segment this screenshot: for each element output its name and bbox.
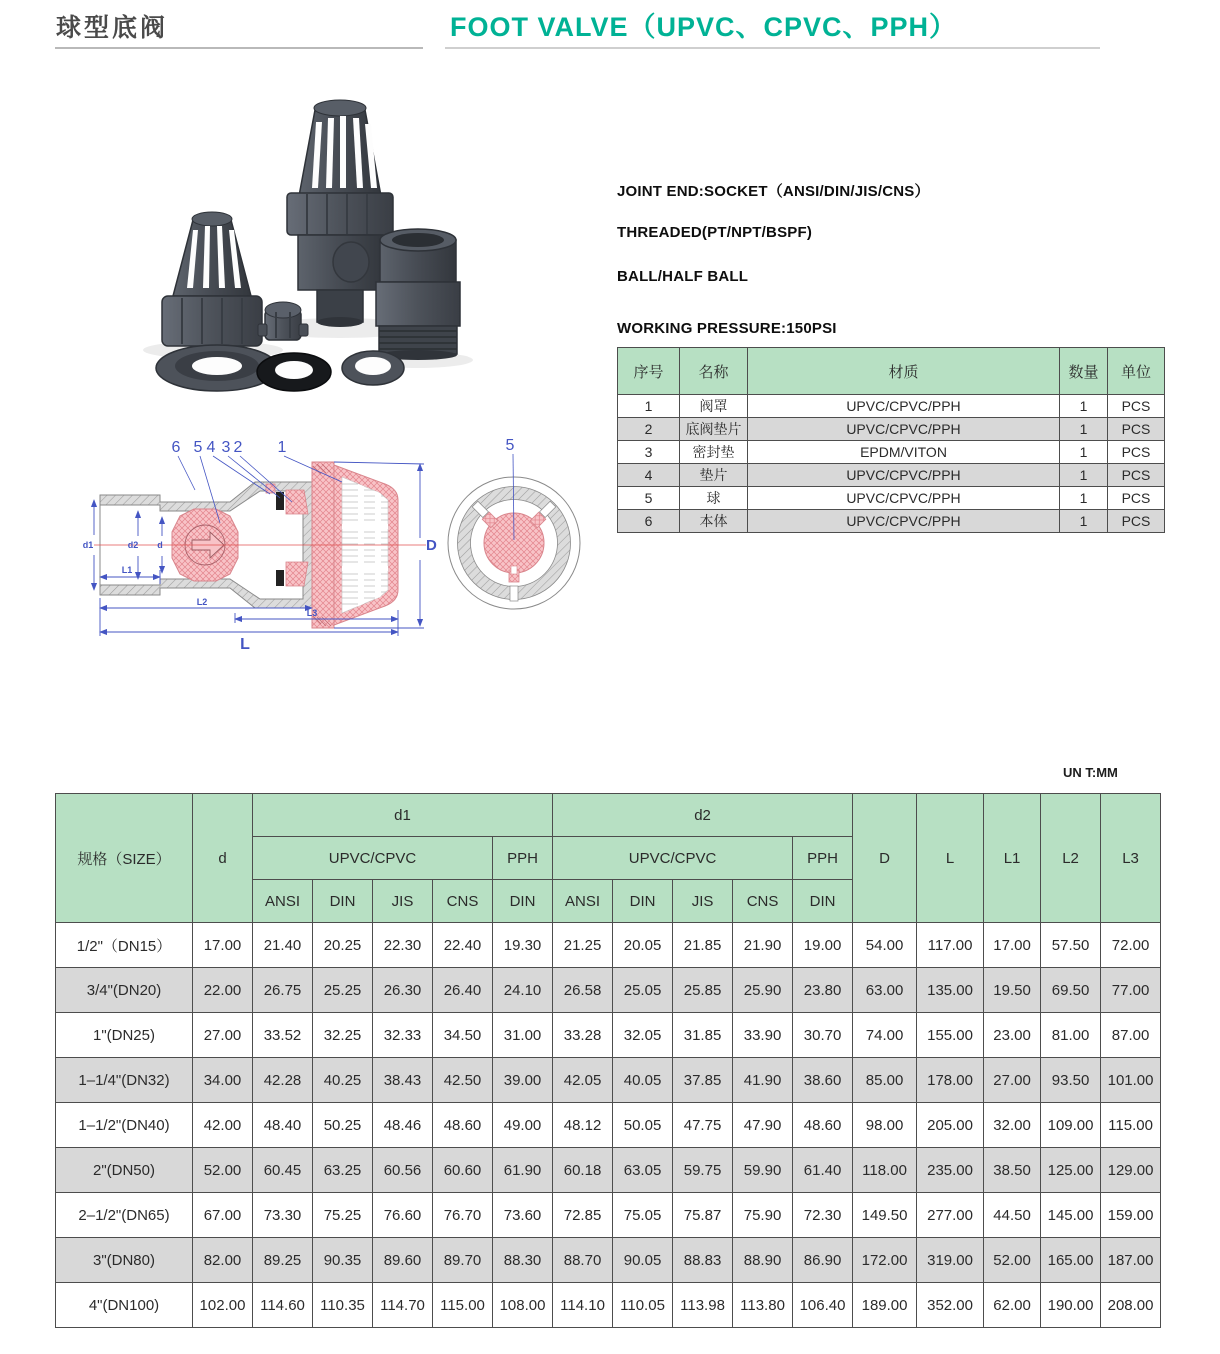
cell: 20.25	[313, 923, 373, 968]
header-L: L	[917, 794, 984, 923]
cell: 63.00	[853, 968, 917, 1013]
cell: 垫片	[680, 464, 748, 487]
threaded-adapter	[376, 229, 460, 360]
cell: 1–1/4"(DN32)	[56, 1058, 193, 1103]
parts-table-row	[618, 487, 1165, 510]
cell: 37.85	[673, 1058, 733, 1103]
cell: 3	[618, 441, 680, 464]
cell: 98.00	[853, 1103, 917, 1148]
cell: PCS	[1108, 487, 1165, 510]
cell: 115.00	[433, 1283, 493, 1328]
cell: 319.00	[917, 1238, 984, 1283]
cell: 62.00	[984, 1283, 1041, 1328]
cell: 113.80	[733, 1283, 793, 1328]
cell: 76.70	[433, 1193, 493, 1238]
cell: 50.25	[313, 1103, 373, 1148]
cell: 76.60	[373, 1193, 433, 1238]
cell: UPVC/CPVC/PPH	[748, 487, 1060, 510]
cell: 59.90	[733, 1148, 793, 1193]
cell: 44.50	[984, 1193, 1041, 1238]
end-view	[448, 437, 580, 609]
cell: 102.00	[193, 1283, 253, 1328]
header-d1-ansi: ANSI	[253, 880, 313, 923]
header-d2: d2	[553, 794, 853, 837]
dim-label-L2: L2	[196, 597, 208, 607]
cell: 22.30	[373, 923, 433, 968]
cell: PCS	[1108, 441, 1165, 464]
cell: 31.00	[493, 1013, 553, 1058]
cell: 125.00	[1041, 1148, 1101, 1193]
cell: 17.00	[193, 923, 253, 968]
cell: 57.50	[1041, 923, 1101, 968]
col-unit: 单位	[1108, 348, 1165, 395]
cell: 47.90	[733, 1103, 793, 1148]
parts-table-row	[618, 464, 1165, 487]
cell: 208.00	[1101, 1283, 1161, 1328]
cell: 1	[1060, 418, 1108, 441]
cell: 19.00	[793, 923, 853, 968]
dimension-table-row	[56, 1193, 1161, 1238]
end-view-callout-5: 5	[505, 437, 515, 454]
cell: 75.87	[673, 1193, 733, 1238]
cell: PCS	[1108, 464, 1165, 487]
cell: 1	[1060, 395, 1108, 418]
cell: 2	[618, 418, 680, 441]
spec-joint-end: JOINT END:SOCKET（ANSI/DIN/JIS/CNS）	[617, 183, 930, 200]
cell: 165.00	[1041, 1238, 1101, 1283]
col-qty: 数量	[1060, 348, 1108, 395]
cell: 34.00	[193, 1058, 253, 1103]
cell: 89.70	[433, 1238, 493, 1283]
parts-table-body	[618, 395, 1165, 533]
cell: 阀罩	[680, 395, 748, 418]
cell: 32.33	[373, 1013, 433, 1058]
cell: 117.00	[917, 923, 984, 968]
header-d1-din: DIN	[313, 880, 373, 923]
unit-note: UN T:MM	[1063, 765, 1118, 780]
cell: 3"(DN80)	[56, 1238, 193, 1283]
cell: 87.00	[1101, 1013, 1161, 1058]
cell: 48.60	[433, 1103, 493, 1148]
cell: 110.05	[613, 1283, 673, 1328]
spec-pressure: WORKING PRESSURE:150PSI	[617, 320, 837, 337]
cell: 42.50	[433, 1058, 493, 1103]
cell: 42.00	[193, 1103, 253, 1148]
dimension-table-row	[56, 968, 1161, 1013]
cell: 48.40	[253, 1103, 313, 1148]
cell: 26.40	[433, 968, 493, 1013]
cell: 26.75	[253, 968, 313, 1013]
cell: 85.00	[853, 1058, 917, 1103]
cell: 50.05	[613, 1103, 673, 1148]
cell: 114.60	[253, 1283, 313, 1328]
cell: 61.40	[793, 1148, 853, 1193]
cell: 189.00	[853, 1283, 917, 1328]
cell: 48.46	[373, 1103, 433, 1148]
cell: 20.05	[613, 923, 673, 968]
header-size: 规格（SIZE）	[56, 794, 193, 923]
cell: 底阀垫片	[680, 418, 748, 441]
cell: PCS	[1108, 395, 1165, 418]
cell: 235.00	[917, 1148, 984, 1193]
cell: 30.70	[793, 1013, 853, 1058]
title-underline-right	[445, 47, 1100, 49]
cell: 2–1/2"(DN65)	[56, 1193, 193, 1238]
cell: 72.00	[1101, 923, 1161, 968]
header-d: d	[193, 794, 253, 923]
seat-seals	[266, 484, 308, 586]
cell: 5	[618, 487, 680, 510]
cell: 22.00	[193, 968, 253, 1013]
product-photo-illustration	[95, 78, 585, 413]
spec-lines	[617, 180, 930, 364]
cell: 26.58	[553, 968, 613, 1013]
callout-4: 4	[206, 439, 216, 456]
header-d1-jis: JIS	[373, 880, 433, 923]
cell: 31.85	[673, 1013, 733, 1058]
cell: EPDM/VITON	[748, 441, 1060, 464]
col-material: 材质	[748, 348, 1060, 395]
cell: 60.18	[553, 1148, 613, 1193]
cell: 49.00	[493, 1103, 553, 1148]
cell: 19.30	[493, 923, 553, 968]
cell: 19.50	[984, 968, 1041, 1013]
dimension-table-row	[56, 1238, 1161, 1283]
header-d2-ansi: ANSI	[553, 880, 613, 923]
gasket-rubber-black	[257, 353, 331, 391]
dimension-table-row	[56, 923, 1161, 968]
cell: 72.85	[553, 1193, 613, 1238]
cell: 63.25	[313, 1148, 373, 1193]
cell: UPVC/CPVC/PPH	[748, 510, 1060, 533]
cell: UPVC/CPVC/PPH	[748, 464, 1060, 487]
dimension-table-header	[56, 794, 1161, 923]
cell: 190.00	[1041, 1283, 1101, 1328]
callout-5: 5	[193, 439, 203, 456]
cell: 63.05	[613, 1148, 673, 1193]
callout-2: 2	[233, 439, 243, 456]
cell: 101.00	[1101, 1058, 1161, 1103]
header-L2: L2	[1041, 794, 1101, 923]
header-d1-pph-din: DIN	[493, 880, 553, 923]
cell: 42.05	[553, 1058, 613, 1103]
cell: 81.00	[1041, 1013, 1101, 1058]
cell: 54.00	[853, 923, 917, 968]
cell: 密封垫	[680, 441, 748, 464]
cell: 1–1/2"(DN40)	[56, 1103, 193, 1148]
header-d2-upvc-cpvc: UPVC/CPVC	[553, 837, 793, 880]
header-d2-cns: CNS	[733, 880, 793, 923]
cell: 球	[680, 487, 748, 510]
cell: 118.00	[853, 1148, 917, 1193]
cell: 155.00	[917, 1013, 984, 1058]
cell: 90.05	[613, 1238, 673, 1283]
cell: 42.28	[253, 1058, 313, 1103]
header-d1-upvc-cpvc: UPVC/CPVC	[253, 837, 493, 880]
parts-table-row	[618, 418, 1165, 441]
dim-label-L3: L3	[306, 608, 318, 618]
cell: 89.60	[373, 1238, 433, 1283]
cell: 74.00	[853, 1013, 917, 1058]
cell: 23.00	[984, 1013, 1041, 1058]
cell: 22.40	[433, 923, 493, 968]
cell: 77.00	[1101, 968, 1161, 1013]
dim-label-D: D	[426, 537, 437, 554]
page-title-english: FOOT VALVE（UPVC、CPVC、PPH）	[450, 12, 958, 42]
cell: 149.50	[853, 1193, 917, 1238]
dim-label-L1: L1	[121, 565, 133, 575]
title-underline-left	[55, 47, 423, 49]
spec-ball: BALL/HALF BALL	[617, 268, 749, 285]
header-d2-pph-din: DIN	[793, 880, 853, 923]
cell: 145.00	[1041, 1193, 1101, 1238]
parts-table	[617, 347, 1165, 533]
cell: 4"(DN100)	[56, 1283, 193, 1328]
cell: 25.25	[313, 968, 373, 1013]
callout-1: 1	[277, 439, 287, 456]
cell: 88.90	[733, 1238, 793, 1283]
cell: 115.00	[1101, 1103, 1161, 1148]
cell: 205.00	[917, 1103, 984, 1148]
cell: 108.00	[493, 1283, 553, 1328]
parts-table-row	[618, 510, 1165, 533]
header-d2-jis: JIS	[673, 880, 733, 923]
header-L1: L1	[984, 794, 1041, 923]
cell: 60.45	[253, 1148, 313, 1193]
parts-table-row	[618, 441, 1165, 464]
cell: 2"(DN50)	[56, 1148, 193, 1193]
cell: 106.40	[793, 1283, 853, 1328]
cell: 38.50	[984, 1148, 1041, 1193]
header-D: D	[853, 794, 917, 923]
cell: 38.43	[373, 1058, 433, 1103]
cell: 93.50	[1041, 1058, 1101, 1103]
cell: 110.35	[313, 1283, 373, 1328]
cell: 88.83	[673, 1238, 733, 1283]
cell: PCS	[1108, 418, 1165, 441]
dim-table-body	[56, 923, 1161, 1328]
cell: 26.30	[373, 968, 433, 1013]
dimension-table-row	[56, 1013, 1161, 1058]
cell: 67.00	[193, 1193, 253, 1238]
cell: 21.25	[553, 923, 613, 968]
cell: 1"(DN25)	[56, 1013, 193, 1058]
cell: 88.30	[493, 1238, 553, 1283]
cell: 24.10	[493, 968, 553, 1013]
page-title-chinese: 球型底阀	[56, 14, 169, 42]
cell: 352.00	[917, 1283, 984, 1328]
cell: UPVC/CPVC/PPH	[748, 418, 1060, 441]
header-d1-pph: PPH	[493, 837, 553, 880]
cell: 6	[618, 510, 680, 533]
cell: 27.00	[193, 1013, 253, 1058]
cell: 86.90	[793, 1238, 853, 1283]
parts-table-row	[618, 395, 1165, 418]
cell: 39.00	[493, 1058, 553, 1103]
cell: 47.75	[673, 1103, 733, 1148]
dim-label-d1: d1	[82, 540, 94, 550]
parts-table-header-row	[618, 348, 1165, 395]
cell: 1	[1060, 441, 1108, 464]
cell: 109.00	[1041, 1103, 1101, 1148]
technical-drawing	[80, 420, 600, 655]
cell: 88.70	[553, 1238, 613, 1283]
cell: 25.90	[733, 968, 793, 1013]
col-name: 名称	[680, 348, 748, 395]
cell: 21.85	[673, 923, 733, 968]
cell: 69.50	[1041, 968, 1101, 1013]
dim-label-d2: d2	[127, 540, 139, 550]
cell: 41.90	[733, 1058, 793, 1103]
small-cap	[258, 302, 308, 340]
col-no: 序号	[618, 348, 680, 395]
cell: 72.30	[793, 1193, 853, 1238]
cell: 21.90	[733, 923, 793, 968]
cell: 34.50	[433, 1013, 493, 1058]
cell: 40.05	[613, 1058, 673, 1103]
cell: 89.25	[253, 1238, 313, 1283]
cell: 135.00	[917, 968, 984, 1013]
cell: 52.00	[984, 1238, 1041, 1283]
callout-6: 6	[171, 439, 181, 456]
cell: 60.56	[373, 1148, 433, 1193]
dimension-table-row	[56, 1058, 1161, 1103]
cell: 本体	[680, 510, 748, 533]
cell: 27.00	[984, 1058, 1041, 1103]
cell: 1	[618, 395, 680, 418]
header-d2-pph: PPH	[793, 837, 853, 880]
cell: 90.35	[313, 1238, 373, 1283]
cell: 61.90	[493, 1148, 553, 1193]
dim-label-d: d	[157, 540, 163, 550]
spec-threaded: THREADED(PT/NPT/BSPF)	[617, 224, 813, 241]
cell: 277.00	[917, 1193, 984, 1238]
header-L3: L3	[1101, 794, 1161, 923]
cell: 48.60	[793, 1103, 853, 1148]
cell: 1	[1060, 510, 1108, 533]
dim-label-L: L	[240, 636, 250, 653]
cell: 23.80	[793, 968, 853, 1013]
cell: 25.05	[613, 968, 673, 1013]
callout-numbers	[172, 439, 287, 456]
cell: 159.00	[1101, 1193, 1161, 1238]
cell: 114.70	[373, 1283, 433, 1328]
header-d2-din: DIN	[613, 880, 673, 923]
cell: 75.90	[733, 1193, 793, 1238]
cell: 60.60	[433, 1148, 493, 1193]
dimension-table-row	[56, 1283, 1161, 1328]
cell: 1	[1060, 464, 1108, 487]
cell: 17.00	[984, 923, 1041, 968]
cell: 187.00	[1101, 1238, 1161, 1283]
cell: 52.00	[193, 1148, 253, 1193]
cell: 178.00	[917, 1058, 984, 1103]
dimension-table-row	[56, 1103, 1161, 1148]
cell: 48.12	[553, 1103, 613, 1148]
cell: 33.52	[253, 1013, 313, 1058]
cell: 33.90	[733, 1013, 793, 1058]
cell: 32.05	[613, 1013, 673, 1058]
cell: 21.40	[253, 923, 313, 968]
cell: PCS	[1108, 510, 1165, 533]
cell: 59.75	[673, 1148, 733, 1193]
cell: 4	[618, 464, 680, 487]
cell: 33.28	[553, 1013, 613, 1058]
cell: 114.10	[553, 1283, 613, 1328]
cell: 172.00	[853, 1238, 917, 1283]
gasket-gray-right	[342, 351, 404, 385]
cell: 25.85	[673, 968, 733, 1013]
dimension-table-row	[56, 1148, 1161, 1193]
cell: 129.00	[1101, 1148, 1161, 1193]
cell: 32.25	[313, 1013, 373, 1058]
cell: 75.25	[313, 1193, 373, 1238]
cell: 73.60	[493, 1193, 553, 1238]
cell: 32.00	[984, 1103, 1041, 1148]
header-d1-cns: CNS	[433, 880, 493, 923]
cell: 113.98	[673, 1283, 733, 1328]
strainer-cap	[162, 212, 262, 346]
cell: 40.25	[313, 1058, 373, 1103]
dimension-table	[55, 793, 1161, 1328]
cell: 1	[1060, 487, 1108, 510]
cell: 82.00	[193, 1238, 253, 1283]
header-d1: d1	[253, 794, 553, 837]
cell: UPVC/CPVC/PPH	[748, 395, 1060, 418]
cell: 75.05	[613, 1193, 673, 1238]
callout-3: 3	[221, 439, 231, 456]
cell: 38.60	[793, 1058, 853, 1103]
cell: 1/2"（DN15）	[56, 923, 193, 968]
cell: 73.30	[253, 1193, 313, 1238]
cell: 3/4"(DN20)	[56, 968, 193, 1013]
